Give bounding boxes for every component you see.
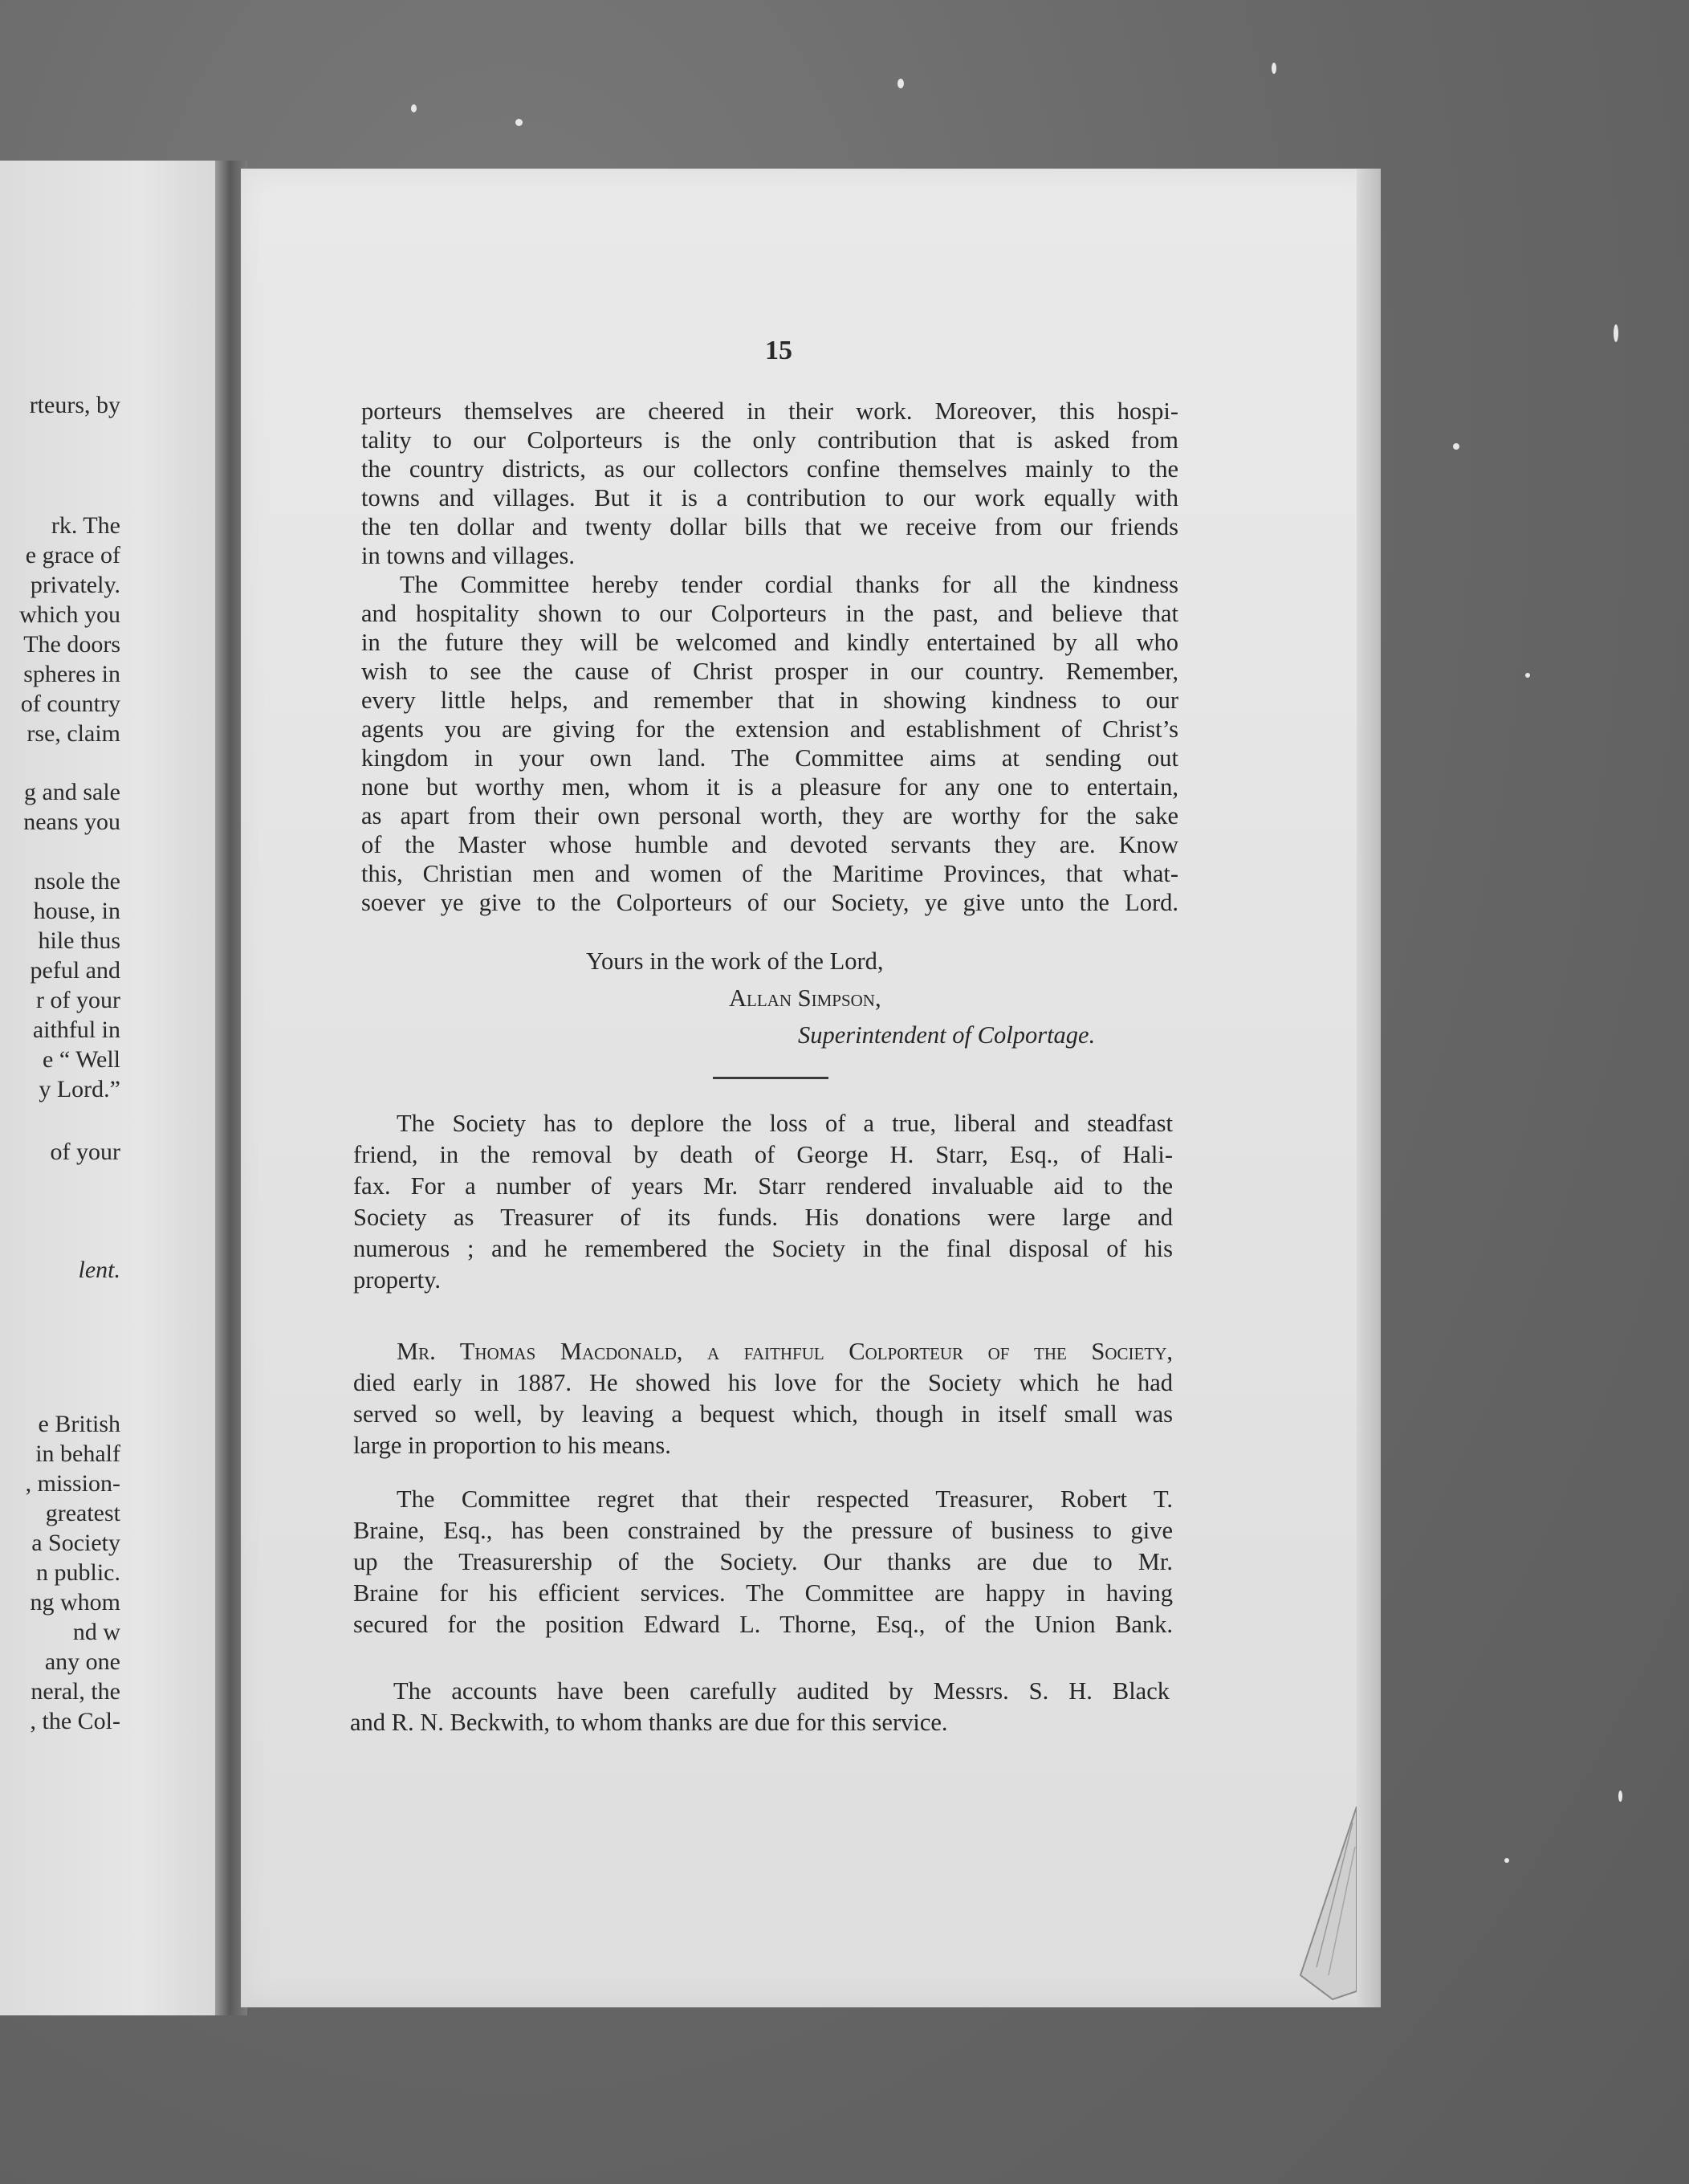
text-line: died early in 1887. He showed his love for the Society which he had (353, 1369, 1173, 1396)
section-divider (713, 1077, 828, 1079)
paragraph-6 (350, 1676, 1170, 1738)
left-fragment-line: , the Col- (30, 1708, 120, 1734)
text-line: The Committee hereby tender cordial thanks for all the kindness (400, 571, 1178, 598)
left-fragment-line: rteurs, by (29, 392, 120, 418)
left-fragment-line: peful and (30, 957, 120, 984)
paragraph-2 (361, 570, 1178, 917)
paragraph-1 (361, 397, 1178, 570)
left-fragment-line: a Society (31, 1530, 120, 1556)
film-speck (897, 79, 904, 88)
film-speck (1504, 1858, 1509, 1863)
text-line: none but worthy men, whom it is a pleasure for any one to entertain, (361, 773, 1178, 801)
closing-salutation: Yours in the work of the Lord, (586, 947, 884, 975)
text-line: in towns and villages. (361, 542, 575, 569)
left-fragment-line: g and sale (24, 779, 120, 805)
left-fragment-line: of your (50, 1139, 120, 1165)
left-fragment-line: r of your (36, 987, 120, 1013)
left-fragment-line: of country (20, 691, 120, 717)
left-fragment-line: which you (19, 601, 120, 628)
text-line: of the Master whose humble and devoted servants they are. Know (361, 831, 1178, 858)
left-fragment-line: rk. The (51, 512, 120, 539)
text-line: Braine, Esq., has been constrained by the pressure of business to give (353, 1517, 1173, 1544)
left-fragment-line: aithful in (32, 1017, 120, 1043)
paragraph-3 (353, 1108, 1173, 1296)
film-speck (1272, 63, 1276, 74)
left-fragment-line: rse, claim (26, 720, 120, 747)
text-line: the country districts, as our collectors confine themselves mainly to the (361, 455, 1178, 483)
text-line: every little helps, and remember that in showing kindness to our (361, 687, 1178, 714)
text-line: as apart from their own personal worth, they are worthy for the sake (361, 802, 1178, 829)
left-fragment-line: y Lord.” (39, 1076, 120, 1102)
text-line: up the Treasurership of the Society. Our thanks are due to Mr. (353, 1548, 1173, 1575)
left-fragment-line: e grace of (25, 542, 120, 568)
left-fragment-line: greatest (45, 1500, 120, 1526)
page-number: 15 (765, 336, 792, 365)
left-fragment-line: , mission- (25, 1470, 120, 1497)
text-line: The accounts have been carefully audited by Messrs. S. H. Black (393, 1677, 1170, 1705)
text-line: this, Christian men and women of the Maritime Provinces, that what- (361, 860, 1178, 887)
text-line: numerous ; and he remembered the Society in the final disposal of his (353, 1235, 1173, 1262)
text-line: the ten dollar and twenty dollar bills that we receive from our friends (361, 513, 1178, 540)
left-fragment-line: e “ Well (43, 1046, 120, 1073)
left-fragment-line: n public. (36, 1559, 120, 1586)
text-line: kingdom in your own land. The Committee aims at sending out (361, 744, 1178, 772)
left-fragment-line: any one (44, 1648, 120, 1675)
film-speck (1453, 443, 1459, 450)
text-line: Society as Treasurer of its funds. His donations were large and (353, 1204, 1173, 1231)
left-fragment-line: neral, the (31, 1678, 120, 1705)
film-speck (1618, 1791, 1622, 1802)
left-fragment-line: spheres in (23, 661, 120, 687)
text-line: The Society has to deplore the loss of a true, liberal and steadfast (397, 1110, 1173, 1137)
left-fragment-line: nsole the (34, 868, 120, 894)
text-line: and hospitality shown to our Colporteurs in the past, and believe that (361, 600, 1178, 627)
film-speck (1525, 673, 1530, 678)
text-line: tality to our Colporteurs is the only contribution that is asked from (361, 426, 1178, 454)
page-corner-curl (1252, 1799, 1357, 2007)
left-fragment-line: hile thus (38, 927, 120, 954)
text-line: towns and villages. But it is a contribution to our work equally with (361, 484, 1178, 511)
text-line: in the future they will be welcomed and kindly entertained by all who (361, 629, 1178, 656)
text-line: and R. N. Beckwith, to whom thanks are due for this service. (350, 1709, 948, 1736)
text-line: porteurs themselves are cheered in their work. Moreover, this hospi- (361, 397, 1178, 425)
text-line: fax. For a number of years Mr. Starr rendered invaluable aid to the (353, 1172, 1173, 1200)
left-page-fragments (0, 0, 120, 2184)
left-fragment-line: ng whom (30, 1589, 120, 1616)
left-fragment-line: lent. (78, 1257, 120, 1283)
text-line: served so well, by leaving a bequest which, though in itself small was (353, 1400, 1173, 1428)
left-fragment-line: The doors (23, 631, 120, 658)
film-speck (411, 104, 417, 112)
page-edge-shadow (1357, 169, 1381, 2007)
film-speck (515, 119, 523, 126)
text-line: soever ye give to the Colporteurs of our Society, ye give unto the Lord. (361, 889, 1178, 916)
left-fragment-line: e British (38, 1411, 120, 1437)
signatory-name: Allan Simpson, (729, 984, 881, 1012)
paragraph-4 (353, 1336, 1173, 1461)
text-line: Braine for his efficient services. The Committee are happy in having (353, 1579, 1173, 1607)
text-line: friend, in the removal by death of George H. Starr, Esq., of Hali- (353, 1141, 1173, 1168)
text-line: large in proportion to his means. (353, 1432, 671, 1459)
text-line: secured for the position Edward L. Thorne, Esq., of the Union Bank. (353, 1611, 1173, 1638)
left-fragment-line: in behalf (35, 1440, 120, 1467)
left-fragment-line: neans you (23, 809, 120, 835)
text-line: wish to see the cause of Christ prosper in our country. Remember, (361, 658, 1178, 685)
film-speck (1614, 324, 1618, 342)
left-fragment-line: nd w (72, 1619, 120, 1645)
left-fragment-line: house, in (33, 898, 120, 924)
left-fragment-line: privately. (30, 572, 120, 598)
text-line: property. (353, 1266, 441, 1294)
text-line: Mr. Thomas Macdonald, a faithful Colporteur of the Society, (397, 1338, 1173, 1365)
text-line: The Committee regret that their respected Treasurer, Robert T. (397, 1485, 1173, 1513)
paragraph-5 (353, 1484, 1173, 1640)
text-line: agents you are giving for the extension and establishment of Christ’s (361, 715, 1178, 743)
signatory-title: Superintendent of Colportage. (798, 1021, 1096, 1049)
